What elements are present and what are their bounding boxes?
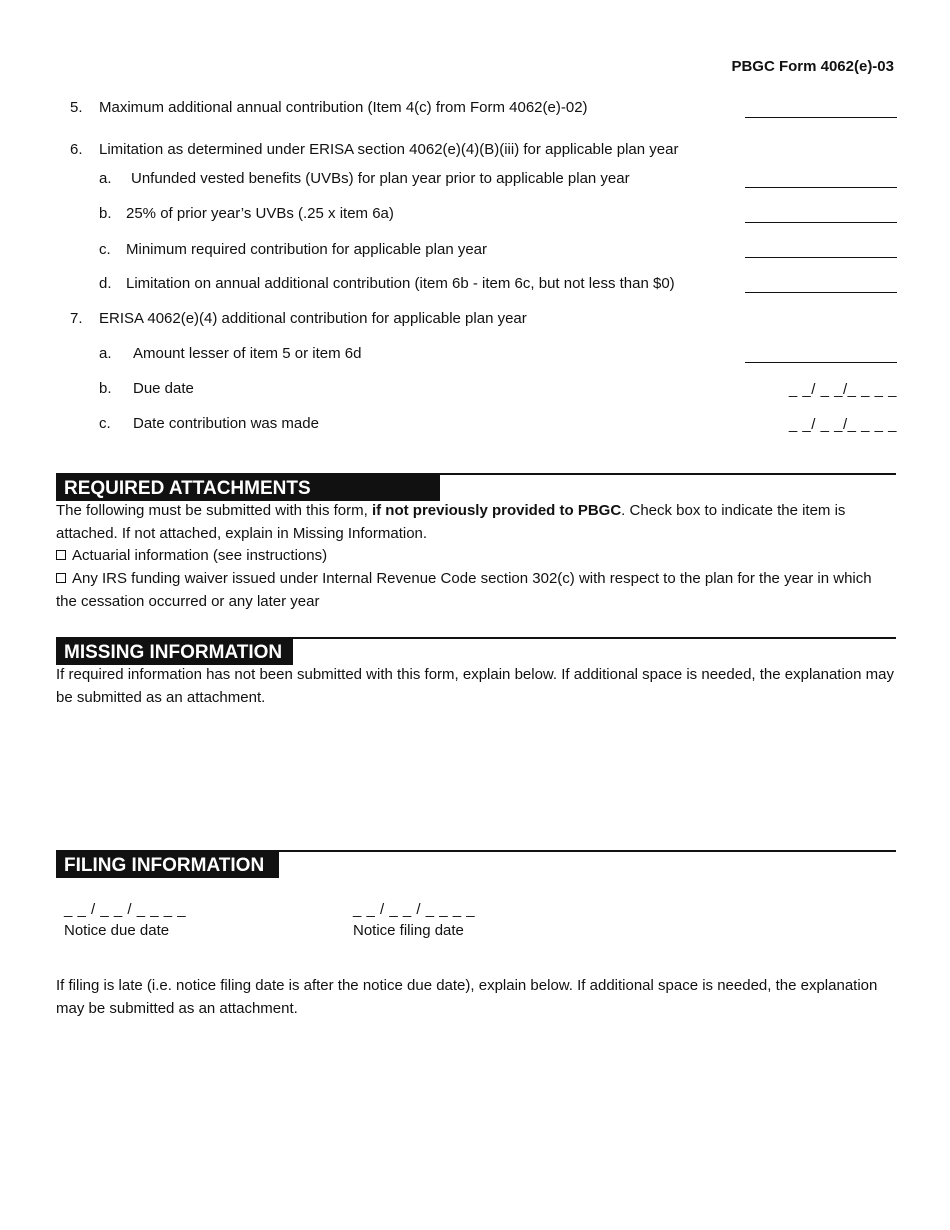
attachments-intro-bold: if not previously provided to PBGC: [371, 502, 622, 519]
item-6a-label: Unfunded vested benefits (UVBs) for plan year prior to applicable plan year: [131, 170, 630, 187]
waiver-label: Any IRS funding waiver issued under Internal Revenue Code section 302(c) with respect to the plan for the year in which the cessation occurred or any later year: [56, 570, 872, 610]
notice-filing-date-field[interactable]: _ _ / _ _ / _ _ _ _: [353, 901, 476, 918]
notice-due-date-field[interactable]: _ _ / _ _ / _ _ _ _: [64, 901, 187, 918]
attachments-intro-end: . Check box to indicate the item is attached. If not attached, explain in Missing Information.: [56, 502, 846, 542]
item-7c-label: Date contribution was made: [133, 415, 319, 432]
actuarial-checkbox[interactable]: [56, 550, 66, 560]
item-7b-letter: b.: [99, 380, 112, 397]
item-5-field[interactable]: [745, 103, 897, 118]
item-6c-letter: c.: [99, 241, 111, 258]
form-id: PBGC Form 4062(e)-03: [731, 58, 894, 75]
item-6b-field[interactable]: [745, 208, 897, 223]
actuarial-label: Actuarial information (see instructions): [72, 547, 328, 564]
notice-due-date-label: Notice due date: [64, 922, 170, 939]
attachment-item-actuarial: [56, 545, 896, 568]
item-6a-letter: a.: [99, 170, 112, 187]
item-6c-label: Minimum required contribution for applicable plan year: [126, 241, 488, 258]
missing-text: If required information has not been submitted with this form, explain below. If additional space is needed, the explanation may be submitted as an attachment.: [56, 666, 894, 706]
due-date-field[interactable]: _ _/ _ _/_ _ _ _: [788, 381, 897, 398]
item-7a-label: Amount lesser of item 5 or item 6d: [133, 345, 362, 362]
notice-filing-date-label: Notice filing date: [353, 922, 464, 939]
contribution-date-field[interactable]: _ _/ _ _/_ _ _ _: [788, 416, 897, 433]
item-6d-letter: d.: [99, 275, 112, 292]
item-6c-field[interactable]: [745, 243, 897, 258]
attachments-intro-start: The following must be submitted with this form,: [56, 502, 372, 519]
item-6b-label: 25% of prior year’s UVBs (.25 x item 6a): [126, 205, 394, 222]
item-7b-label: Due date: [133, 380, 194, 397]
item-7c-letter: c.: [99, 415, 111, 432]
item-6d-field[interactable]: [745, 278, 897, 293]
item-6a-field[interactable]: [745, 173, 897, 188]
item-6d-label: Limitation on annual additional contribution (item 6b - item 6c, but not less than $0): [126, 275, 675, 292]
missing-explanation-area[interactable]: [56, 715, 896, 840]
item-6-number: 6.: [70, 141, 83, 158]
late-filing-text: If filing is late (i.e. notice filing date is after the notice due date), explain below. If additional space is needed, the explanation may be submitted as an attachment.: [56, 977, 878, 1017]
item-7-label: ERISA 4062(e)(4) additional contribution for applicable plan year: [99, 310, 527, 327]
missing-heading: MISSING INFORMATION: [56, 639, 293, 665]
waiver-checkbox[interactable]: [56, 573, 66, 583]
item-7a-letter: a.: [99, 345, 112, 362]
item-7-number: 7.: [70, 310, 83, 327]
item-5-number: 5.: [70, 99, 83, 116]
item-6-label: Limitation as determined under ERISA section 4062(e)(4)(B)(iii) for applicable plan year: [99, 141, 679, 158]
attachments-heading: REQUIRED ATTACHMENTS: [56, 475, 440, 501]
attachments-intro: [56, 500, 896, 545]
item-7a-field[interactable]: [745, 348, 897, 363]
item-6b-letter: b.: [99, 205, 112, 222]
late-explanation-area[interactable]: [56, 1030, 896, 1200]
filing-heading: FILING INFORMATION: [56, 852, 279, 878]
attachment-item-waiver: [56, 568, 896, 613]
item-5-label: Maximum additional annual contribution (Item 4(c) from Form 4062(e)-02): [99, 99, 588, 116]
